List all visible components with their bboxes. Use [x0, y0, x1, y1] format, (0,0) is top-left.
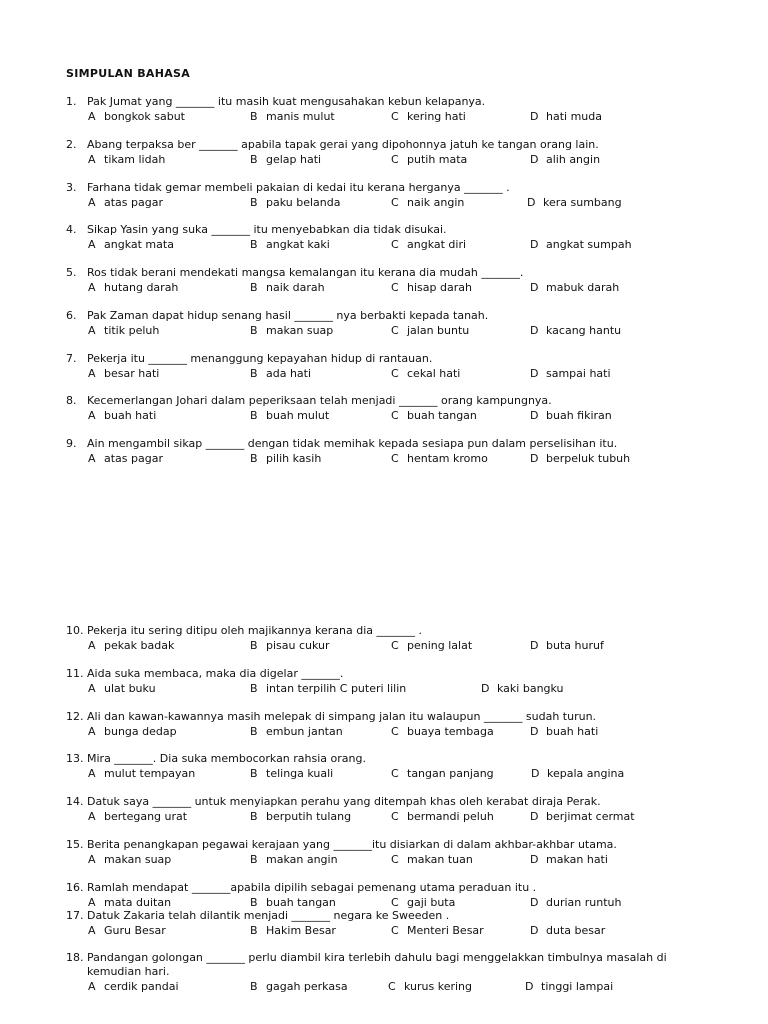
option-c — [391, 896, 455, 910]
question-10 — [66, 624, 422, 638]
option-b — [250, 110, 335, 124]
option-a — [88, 153, 165, 167]
option-letter: B — [250, 767, 258, 780]
option-c — [391, 924, 484, 938]
option-text: cekal hati — [407, 367, 461, 380]
question-18 — [66, 951, 667, 979]
option-letter: D — [530, 725, 539, 738]
option-letter: C — [391, 238, 399, 251]
option-letter: A — [88, 110, 96, 123]
option-text: naik darah — [266, 281, 325, 294]
option-text: makan suap — [266, 324, 334, 337]
question-number: 14. — [66, 795, 84, 808]
question-text: Datuk Zakaria telah dilantik menjadi _______ negara ke Sweeden . — [87, 909, 450, 922]
option-text: mulut tempayan — [104, 767, 196, 780]
option-b — [250, 980, 348, 994]
question-number: 2. — [66, 138, 77, 151]
option-c — [391, 639, 472, 653]
option-c — [391, 153, 467, 167]
question-1 — [66, 95, 485, 109]
option-letter: B — [250, 924, 258, 937]
option-d — [530, 153, 600, 167]
option-text: gagah perkasa — [266, 980, 348, 993]
question-15 — [66, 838, 617, 852]
option-text: atas pagar — [104, 452, 163, 465]
option-d — [525, 980, 613, 994]
question-text: Mira _______. Dia suka membocorkan rahsia orang. — [87, 752, 366, 765]
question-text: Ali dan kawan-kawannya masih melepak di simpang jalan itu walaupun _______ sudah turun. — [87, 710, 597, 723]
option-letter: B — [250, 810, 258, 823]
option-c — [391, 110, 466, 124]
question-16 — [66, 881, 536, 895]
option-text: embun jantan — [266, 725, 343, 738]
option-d — [530, 367, 611, 381]
option-text: Guru Besar — [104, 924, 166, 937]
option-letter: C — [391, 153, 399, 166]
option-text: makan hati — [546, 853, 608, 866]
question-7 — [66, 352, 432, 366]
option-letter: C — [391, 409, 399, 422]
option-text: duta besar — [546, 924, 606, 937]
question-8 — [66, 394, 552, 408]
option-a — [88, 810, 187, 824]
question-text: Pandangan golongan _______ perlu diambil kira terlebih dahulu bagi menggelakkan timbulnya masalah di — [87, 951, 667, 964]
question-text: Abang terpaksa ber _______ apabila tapak gerai yang dipohonnya jatuh ke tangan orang lain. — [87, 138, 599, 151]
option-text: pilih kasih — [266, 452, 322, 465]
option-letter: D — [531, 767, 540, 780]
question-5 — [66, 266, 523, 280]
option-d — [530, 452, 630, 466]
option-d — [527, 196, 622, 210]
question-14 — [66, 795, 601, 809]
option-c — [391, 452, 488, 466]
option-letter: B — [250, 725, 258, 738]
option-letter: A — [88, 409, 96, 422]
option-a — [88, 896, 171, 910]
question-number: 4. — [66, 223, 77, 236]
option-a — [88, 853, 171, 867]
option-a — [88, 196, 163, 210]
option-text: hisap darah — [407, 281, 472, 294]
question-number: 3. — [66, 181, 77, 194]
question-number: 11. — [66, 667, 84, 680]
question-12 — [66, 710, 596, 724]
option-text: ulat buku — [104, 682, 156, 695]
question-number: 12. — [66, 710, 84, 723]
option-c — [391, 367, 460, 381]
option-text: angkat kaki — [266, 238, 330, 251]
option-letter: D — [530, 452, 539, 465]
option-text: bunga dedap — [104, 725, 177, 738]
option-text: durian runtuh — [546, 896, 622, 909]
question-text: Pak Zaman dapat hidup senang hasil _______ nya berbakti kepada tanah. — [87, 309, 489, 322]
option-letter: A — [88, 767, 96, 780]
option-text: Menteri Besar — [407, 924, 484, 937]
option-a — [88, 639, 174, 653]
option-text: pening lalat — [407, 639, 473, 652]
option-text: angkat mata — [104, 238, 174, 251]
option-letter: A — [88, 367, 96, 380]
option-text: putih mata — [407, 153, 468, 166]
option-letter: B — [250, 853, 258, 866]
option-letter: D — [530, 153, 539, 166]
option-text: ada hati — [266, 367, 312, 380]
option-text: berputih tulang — [266, 810, 352, 823]
option-text: buah tangan — [407, 409, 477, 422]
option-letter: C — [391, 452, 399, 465]
option-c — [391, 409, 477, 423]
option-text: makan angin — [266, 853, 338, 866]
option-text: gaji buta — [407, 896, 456, 909]
question-text: Pak Jumat yang _______ itu masih kuat mengusahakan kebun kelapanya. — [87, 95, 486, 108]
option-text: buah mulut — [266, 409, 330, 422]
option-c — [391, 324, 469, 338]
option-c — [391, 810, 494, 824]
question-number: 17. — [66, 909, 84, 922]
question-9 — [66, 437, 617, 451]
option-a — [88, 409, 156, 423]
question-text: Berita penangkapan pegawai kerajaan yang _______itu disiarkan di dalam akhbar-akhbar utama. — [87, 838, 617, 851]
option-letter: B — [250, 367, 258, 380]
option-text: intan terpilih C puteri lilin — [266, 682, 407, 695]
option-text: angkat diri — [407, 238, 467, 251]
option-text: makan suap — [104, 853, 172, 866]
option-text: buah hati — [546, 725, 599, 738]
question-number: 13. — [66, 752, 84, 765]
option-d — [530, 896, 621, 910]
option-letter: A — [88, 924, 96, 937]
option-text: alih angin — [546, 153, 601, 166]
question-number: 8. — [66, 394, 77, 407]
option-text: tikam lidah — [104, 153, 166, 166]
option-letter: D — [525, 980, 534, 993]
option-letter: D — [530, 896, 539, 909]
option-letter: B — [250, 452, 258, 465]
option-letter: C — [391, 324, 399, 337]
option-text: besar hati — [104, 367, 160, 380]
option-b — [250, 281, 325, 295]
option-d — [530, 853, 608, 867]
option-text: pisau cukur — [266, 639, 330, 652]
option-a — [88, 110, 185, 124]
option-letter: A — [88, 281, 96, 294]
question-number: 6. — [66, 309, 77, 322]
option-letter: A — [88, 452, 96, 465]
option-a — [88, 980, 179, 994]
option-d — [530, 281, 619, 295]
option-letter: C — [391, 853, 399, 866]
option-letter: C — [391, 725, 399, 738]
option-b — [250, 682, 406, 696]
question-number: 10. — [66, 624, 84, 637]
option-letter: D — [481, 682, 490, 695]
option-text: buah tangan — [266, 896, 336, 909]
option-text: titik peluh — [104, 324, 160, 337]
option-text: hati muda — [546, 110, 602, 123]
option-text: buaya tembaga — [407, 725, 494, 738]
question-number: 15. — [66, 838, 84, 851]
option-letter: D — [530, 238, 539, 251]
option-d — [530, 924, 605, 938]
option-c — [391, 196, 464, 210]
option-b — [250, 924, 336, 938]
option-text: kepala angina — [547, 767, 625, 780]
option-text: bertegang urat — [104, 810, 188, 823]
option-text: tangan panjang — [407, 767, 494, 780]
option-letter: B — [250, 409, 258, 422]
option-letter: B — [250, 281, 258, 294]
option-letter: D — [530, 810, 539, 823]
worksheet-title: SIMPULAN BAHASA — [66, 67, 191, 80]
option-d — [530, 238, 632, 252]
option-letter: A — [88, 324, 96, 337]
option-letter: C — [391, 367, 399, 380]
option-letter: D — [527, 196, 536, 209]
option-letter: B — [250, 110, 258, 123]
option-a — [88, 281, 178, 295]
option-text: gelap hati — [266, 153, 322, 166]
option-b — [250, 367, 311, 381]
option-b — [250, 409, 329, 423]
question-text: Datuk saya _______ untuk menyiapkan perahu yang ditempah khas oleh kerabat diraja Perak. — [87, 795, 601, 808]
option-text: mabuk darah — [546, 281, 620, 294]
option-text: jalan buntu — [407, 324, 470, 337]
option-letter: D — [530, 110, 539, 123]
option-a — [88, 367, 159, 381]
option-text: kera sumbang — [543, 196, 622, 209]
option-letter: B — [250, 980, 258, 993]
option-letter: B — [250, 682, 258, 695]
question-number: 9. — [66, 437, 77, 450]
option-letter: B — [250, 896, 258, 909]
option-text: pekak badak — [104, 639, 175, 652]
option-a — [88, 924, 166, 938]
question-text: Pekerja itu sering ditipu oleh majikannya kerana dia _______ . — [87, 624, 422, 637]
option-b — [250, 452, 321, 466]
option-text: cerdik pandai — [104, 980, 179, 993]
option-text: naik angin — [407, 196, 465, 209]
option-text: telinga kuali — [266, 767, 334, 780]
option-letter: B — [250, 324, 258, 337]
option-text: buta huruf — [546, 639, 604, 652]
option-text: atas pagar — [104, 196, 163, 209]
option-letter: C — [388, 980, 396, 993]
question-text: Aida suka membaca, maka dia digelar _______. — [87, 667, 344, 680]
question-number: 1. — [66, 95, 77, 108]
option-b — [250, 324, 333, 338]
question-number: 5. — [66, 266, 77, 279]
question-text: Ramlah mendapat _______apabila dipilih sebagai pemenang utama peraduan itu . — [87, 881, 537, 894]
question-2 — [66, 138, 599, 152]
question-text: Pekerja itu _______ menanggung kepayahan hidup di rantauan. — [87, 352, 433, 365]
option-text: sampai hati — [546, 367, 611, 380]
option-b — [250, 238, 330, 252]
option-a — [88, 324, 159, 338]
option-letter: A — [88, 682, 96, 695]
option-letter: C — [391, 810, 399, 823]
option-letter: A — [88, 639, 96, 652]
option-text: angkat sumpah — [546, 238, 632, 251]
option-text: kering hati — [407, 110, 466, 123]
option-d — [530, 324, 621, 338]
question-text: Sikap Yasin yang suka _______ itu menyebabkan dia tidak disukai. — [87, 223, 447, 236]
option-text: Hakim Besar — [266, 924, 336, 937]
option-d — [531, 767, 624, 781]
option-text: hentam kromo — [407, 452, 488, 465]
option-b — [250, 896, 336, 910]
question-text-continued: kemudian hari. — [87, 965, 170, 978]
option-text: berjimat cermat — [546, 810, 635, 823]
option-letter: A — [88, 810, 96, 823]
option-letter: D — [530, 639, 539, 652]
option-c — [388, 980, 472, 994]
question-17 — [66, 909, 449, 923]
option-d — [530, 110, 602, 124]
option-letter: B — [250, 196, 258, 209]
option-letter: A — [88, 238, 96, 251]
option-letter: C — [391, 110, 399, 123]
option-text: buah fikiran — [546, 409, 612, 422]
question-text: Ain mengambil sikap _______ dengan tidak memihak kepada sesiapa pun dalam perselisihan itu. — [87, 437, 618, 450]
option-letter: C — [391, 767, 399, 780]
option-letter: A — [88, 196, 96, 209]
option-text: berpeluk tubuh — [546, 452, 631, 465]
option-text: makan tuan — [407, 853, 473, 866]
option-letter: A — [88, 896, 96, 909]
question-3 — [66, 181, 510, 195]
option-text: kurus kering — [404, 980, 473, 993]
option-text: bongkok sabut — [104, 110, 185, 123]
option-letter: D — [530, 324, 539, 337]
question-4 — [66, 223, 447, 237]
option-text: buah hati — [104, 409, 157, 422]
option-a — [88, 767, 195, 781]
option-letter: C — [391, 639, 399, 652]
option-c — [391, 767, 494, 781]
question-text: Kecemerlangan Johari dalam peperiksaan telah menjadi _______ orang kampungnya. — [87, 394, 552, 407]
option-text: tinggi lampai — [541, 980, 614, 993]
option-letter: A — [88, 153, 96, 166]
option-b — [250, 810, 351, 824]
question-number: 16. — [66, 881, 84, 894]
option-text: bermandi peluh — [407, 810, 494, 823]
option-b — [250, 725, 343, 739]
option-letter: B — [250, 639, 258, 652]
option-b — [250, 153, 321, 167]
option-letter: D — [530, 853, 539, 866]
option-d — [530, 725, 598, 739]
option-a — [88, 682, 156, 696]
option-letter: B — [250, 238, 258, 251]
option-b — [250, 853, 338, 867]
question-text: Farhana tidak gemar membeli pakaian di kedai itu kerana herganya _______ . — [87, 181, 510, 194]
option-text: mata duitan — [104, 896, 172, 909]
question-11 — [66, 667, 343, 681]
option-a — [88, 238, 174, 252]
option-a — [88, 452, 163, 466]
option-c — [391, 725, 494, 739]
question-number: 7. — [66, 352, 77, 365]
option-d — [530, 810, 635, 824]
option-letter: C — [391, 196, 399, 209]
option-text: paku belanda — [266, 196, 341, 209]
option-a — [88, 725, 177, 739]
option-letter: D — [530, 367, 539, 380]
question-number: 18. — [66, 951, 84, 964]
option-d — [530, 639, 604, 653]
option-letter: B — [250, 153, 258, 166]
option-b — [250, 196, 340, 210]
option-letter: A — [88, 853, 96, 866]
option-letter: D — [530, 409, 539, 422]
question-13 — [66, 752, 366, 766]
option-b — [250, 767, 333, 781]
option-letter: C — [391, 281, 399, 294]
question-text: Ros tidak berani mendekati mangsa kemalangan itu kerana dia mudah _______. — [87, 266, 524, 279]
option-letter: C — [391, 924, 399, 937]
option-letter: D — [530, 281, 539, 294]
option-text: kaki bangku — [497, 682, 564, 695]
option-d — [530, 409, 612, 423]
option-d — [481, 682, 564, 696]
option-c — [391, 281, 472, 295]
option-letter: A — [88, 980, 96, 993]
option-c — [391, 238, 466, 252]
option-letter: C — [391, 896, 399, 909]
option-letter: A — [88, 725, 96, 738]
question-6 — [66, 309, 488, 323]
option-c — [391, 853, 473, 867]
option-text: kacang hantu — [546, 324, 622, 337]
option-text: manis mulut — [266, 110, 335, 123]
option-text: hutang darah — [104, 281, 179, 294]
option-b — [250, 639, 330, 653]
option-letter: D — [530, 924, 539, 937]
